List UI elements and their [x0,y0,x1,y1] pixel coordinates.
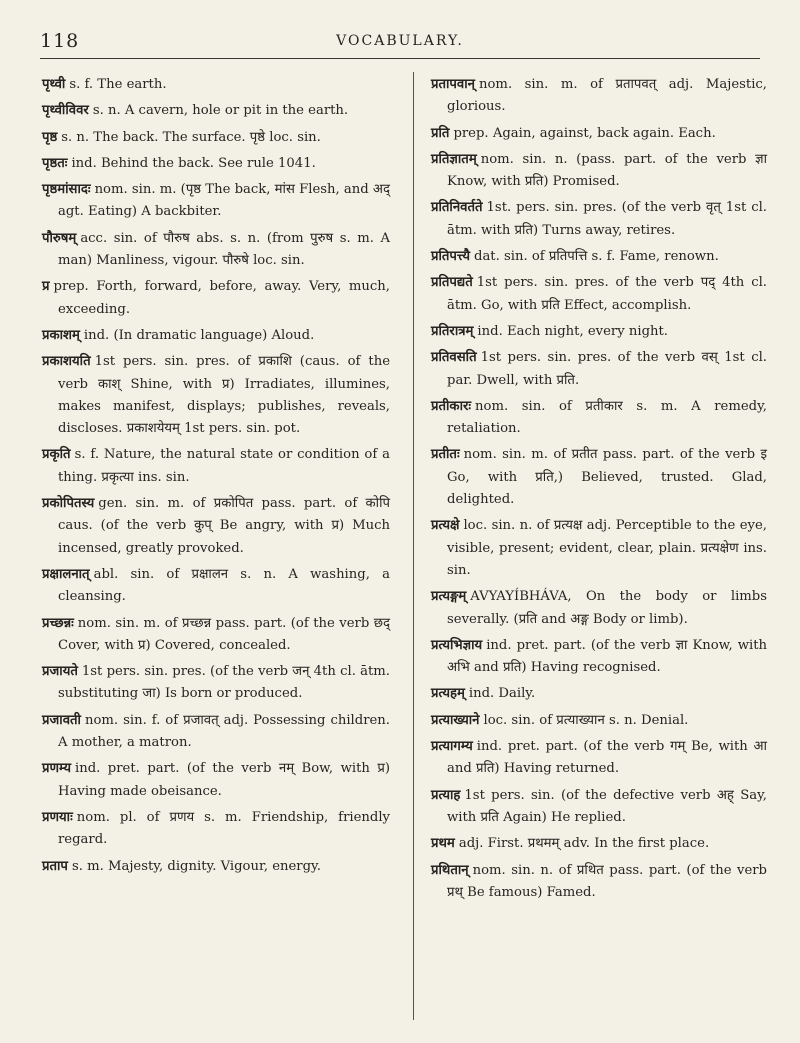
dictionary-entry [42,444,390,489]
entry-headword: पृथ्वी [42,77,66,92]
entry-definition: 1st pers. sin. pres. (of the verb जन् 4th cl. ātm. substituting जा) Is born or produced. [58,664,390,702]
entry-headword: प्रथितान् [431,862,469,878]
entry-definition: nom. sin. n. of प्रथित pass. part. (of the verb प्रथ् Be famous) Famed. [447,862,767,900]
entry-headword: प्रत्याख्याने [431,712,480,728]
entry-headword: पृष्ठ [42,129,58,145]
entry-definition: 1st pers. sin. pres. of the verb वस् 1st cl. par. Dwell, with प्रति. [447,350,767,388]
dictionary-entry [42,564,390,609]
entry-headword: प्रतिवसति [431,350,477,366]
entry-headword: प्रथम [431,836,455,852]
entry-headword: प्रकाशयति [42,354,91,370]
dictionary-entry [42,613,390,658]
dictionary-entry [431,246,767,268]
entry-definition: ind. Behind the back. See rule 1041. [71,155,316,171]
dictionary-entry [42,153,390,175]
entry-definition: s. m. Majesty, dignity. Vigour, energy. [71,858,321,874]
entry-headword: प्रक्षालनात् [42,566,90,582]
entry-headword: प्रकोपितस्य [42,496,95,512]
entry-definition: 1st pers. sin. pres. of the verb पद् 4th cl. ātm. Go, with प्रति Effect, accomplish. [447,275,767,313]
column-divider [413,72,414,1020]
dictionary-entry [42,856,390,878]
entry-definition: dat. sin. of प्रतिपत्ति s. f. Fame, renown. [474,249,719,265]
entry-headword: प्रणयाः [42,809,73,825]
entry-definition: adj. First. प्रथमम् adv. In the first place. [458,836,710,852]
entry-headword: पृथ्वीविवर [42,103,89,119]
dictionary-entry [431,347,767,392]
dictionary-entry [42,100,390,122]
dictionary-entry [431,74,767,119]
entry-definition: s. f. Nature, the natural state or condition of a thing. प्रकृत्या ins. sin. [58,447,390,485]
entry-headword: प्रत्यहम् [431,686,465,702]
entry-headword: प्रत्याह [431,787,461,803]
entry-headword: प्रजावती [42,712,81,728]
header-rule [40,58,760,59]
dictionary-entry [431,149,767,194]
dictionary-entry [42,127,390,149]
entry-headword: प्रति [431,125,450,141]
dictionary-entry [42,74,390,96]
dictionary-entry [431,321,767,343]
dictionary-entry [431,785,767,830]
entry-headword: प्रताप [42,858,68,874]
dictionary-entry [42,661,390,706]
entry-definition: prep. Forth, forward, before, away. Very, much, exceeding. [53,279,390,317]
entry-definition: ind. pret. part. (of the verb नम् Bow, with प्र) Having made obeisance. [58,761,390,799]
entry-definition: 1st pers. sin. (of the defective verb अह् Say, with प्रति Again) He replied. [447,787,767,825]
dictionary-entry [431,683,767,705]
right-column [431,74,767,908]
entry-headword: प्रतिपत्त्यै [431,249,470,265]
dictionary-entry [42,710,390,755]
entry-definition: ind. Daily. [468,686,536,702]
dictionary-entry [42,758,390,803]
entry-definition: prep. Again, against, back again. Each. [453,125,716,141]
entry-headword: प्रकाशम् [42,327,80,343]
entry-definition: nom. sin. m. of प्रच्छन्न pass. part. (of the verb छद् Cover, with प्र) Covered, concealed. [58,615,390,653]
dictionary-entry [431,396,767,441]
entry-definition: ind. (In dramatic language) Aloud. [83,327,315,343]
entry-definition: loc. sin. n. of प्रत्यक्ष adj. Perceptible to the eye, visible, present; evident, clear, plain. प्रत्यक्षेण ins. sin. [447,518,767,578]
dictionary-entry [431,860,767,905]
dictionary-entry [42,493,390,560]
entry-headword: पृष्ठमांसादः [42,182,91,198]
entry-definition: loc. sin. of प्रत्याख्यान s. n. Denial. [483,712,689,728]
entry-definition: s. n. A cavern, hole or pit in the earth. [92,103,349,119]
entry-headword: प्रतीकारः [431,398,472,414]
entry-headword: प्रतिरात्रम् [431,323,474,339]
running-title: VOCABULARY. [336,33,464,49]
entry-definition: AVYAYÍBHÁVA, On the body or limbs severally. (प्रति and अङ्ग Body or limb). [447,589,767,627]
entry-definition: s. n. The back. The surface. पृष्ठे loc. sin. [61,129,321,145]
dictionary-entry [42,351,390,440]
entry-headword: प्रत्यभिज्ञाय [431,637,483,653]
entry-headword: प्रणम्य [42,761,71,777]
dictionary-entry [431,444,767,511]
entry-headword: पृष्ठतः [42,155,68,171]
dictionary-entry [431,736,767,781]
entry-headword: पौरुषम् [42,230,77,246]
entry-headword: प्रतिज्ञातम् [431,151,477,167]
entry-definition: abl. sin. of प्रक्षालन s. n. A washing, a cleansing. [58,566,390,605]
entry-headword: प्रतापवान् [431,77,475,92]
entry-headword: प्रच्छन्नः [42,615,74,631]
dictionary-entry [42,179,390,224]
dictionary-entry [42,325,390,347]
entry-headword: प्रकृति [42,447,71,463]
entry-definition: ind. pret. part. (of the verb गम् Be, with आ and प्रति) Having returned. [447,739,767,777]
dictionary-entry [431,586,767,631]
left-column [42,74,390,882]
entry-definition: nom. sin. n. (pass. part. of the verb ज्ञा Know, with प्रति) Promised. [447,151,767,190]
entry-definition: nom. sin. m. (पृष्ठ The back, मांस Flesh, and अद् agt. Eating) A backbiter. [58,182,390,220]
entry-headword: प्रतिनिवर्तते [431,200,483,216]
dictionary-entry [431,197,767,242]
entry-headword: प्रतीतः [431,447,460,463]
dictionary-entry [431,833,767,855]
page-number: 118 [40,30,80,52]
entry-headword: प्रत्यङ्गम् [431,589,467,605]
entry-headword: प्रत्यागम्य [431,739,473,755]
entry-definition: acc. sin. of पौरुष abs. s. n. (from पुरुष s. m. A man) Manliness, vigour. पौरुषे loc. sin. [58,230,390,269]
dictionary-entry [431,635,767,680]
entry-definition: ind. Each night, every night. [477,323,668,339]
entry-headword: प्रजायते [42,664,78,680]
entry-headword: प्रत्यक्षे [431,518,460,534]
dictionary-entry [431,272,767,317]
entry-headword: प्रतिपद्यते [431,275,473,291]
dictionary-entry [42,276,390,321]
dictionary-entry [42,807,390,852]
entry-definition: s. f. The earth. [69,77,167,92]
entry-definition: nom. sin. m. of प्रतापवत् adj. Majestic, glorious. [447,77,767,115]
entry-definition: nom. sin. m. of प्रतीत pass. part. of the verb इ Go, with प्रति,) Believed, trusted. Glad, delighted. [447,447,767,508]
entry-definition: 1st. pers. sin. pres. (of the verb वृत् 1st cl. ātm. with प्रति) Turns away, retires. [447,200,767,238]
entry-definition: ind. pret. part. (of the verb ज्ञा Know, with अभि and प्रति) Having recognised. [447,637,767,676]
dictionary-entry [431,710,767,732]
dictionary-entry [431,123,767,145]
entry-definition: nom. sin. of प्रतीकार s. m. A remedy, retaliation. [447,398,767,437]
entry-definition: gen. sin. m. of प्रकोपित pass. part. of कोपि caus. (of the verb कुप् Be angry, with प्र) Much incensed, greatly provoked. [58,496,390,556]
entry-headword: प्र [42,279,50,295]
entry-definition: nom. pl. of प्रणय s. m. Friendship, friendly regard. [58,809,390,848]
entry-definition: nom. sin. f. of प्रजावत् adj. Possessing children. A mother, a matron. [58,712,390,751]
entry-definition: 1st pers. sin. pres. of प्रकाशि (caus. of the verb काश् Shine, with प्र) Irradiates, illumines, makes manifest, displays; publishes, reveals, discloses. प्रकाशयेयम् 1st pers. sin. pot. [58,354,390,437]
dictionary-entry [42,228,390,273]
dictionary-entry [431,515,767,582]
